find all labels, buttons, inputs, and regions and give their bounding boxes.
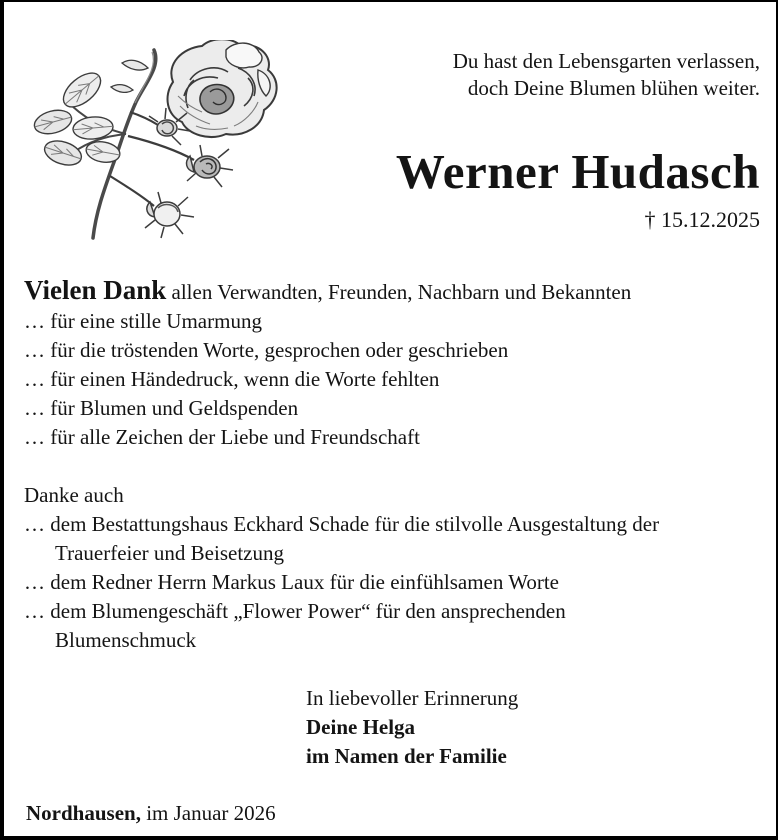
thanks-heading-line xyxy=(24,276,758,307)
rose-engraving-illustration xyxy=(30,40,282,246)
place-date-line xyxy=(26,799,276,828)
acknowledgement-line-continuation: Blumenschmuck xyxy=(55,628,197,652)
deceased-name: Werner Hudasch xyxy=(395,144,760,199)
acknowledgement-line-continuation: Trauerfeier und Beisetzung xyxy=(55,541,284,565)
thanks-item: … für einen Händedruck, wenn die Worte fehlten xyxy=(24,367,440,391)
closing-line-family: im Namen der Familie xyxy=(306,744,507,768)
place-name: Nordhausen, xyxy=(26,801,141,825)
closing-line-signature: Deine Helga xyxy=(306,715,416,739)
thanks-item: … für alle Zeichen der Liebe und Freundschaft xyxy=(24,425,420,449)
thanks-heading-rest: allen Verwandten, Freunden, Nachbarn und Bekannten xyxy=(166,280,632,304)
header-text-block xyxy=(396,48,760,234)
thanks-item: … für Blumen und Geldspenden xyxy=(24,396,299,420)
closing-block xyxy=(306,684,758,771)
verse-line-1: Du hast den Lebensgarten verlassen, xyxy=(452,49,760,73)
closing-line-remembrance: In liebevoller Erinnerung xyxy=(306,686,519,710)
notice-body xyxy=(4,276,776,771)
date-text: im Januar 2026 xyxy=(140,801,276,825)
acknowledgements-heading: Danke auch xyxy=(24,483,124,507)
acknowledgement-line: … dem Bestattungshaus Eckhard Schade für die stilvolle Ausgestaltung der xyxy=(24,512,660,536)
memorial-verse xyxy=(396,48,760,102)
acknowledgement-line: … dem Redner Herrn Markus Laux für die einfühlsamen Worte xyxy=(24,570,560,594)
thanks-item: … für eine stille Umarmung xyxy=(24,309,262,333)
thanks-heading-bold: Vielen Dank xyxy=(24,275,167,305)
death-date: † 15.12.2025 xyxy=(644,207,760,232)
acknowledgement-line: … dem Blumengeschäft „Flower Power“ für den ansprechenden xyxy=(24,599,566,623)
verse-line-2: doch Deine Blumen blühen weiter. xyxy=(467,76,760,100)
notice-header xyxy=(4,2,776,254)
thanks-item: … für die tröstenden Worte, gesprochen oder geschrieben xyxy=(24,338,509,362)
